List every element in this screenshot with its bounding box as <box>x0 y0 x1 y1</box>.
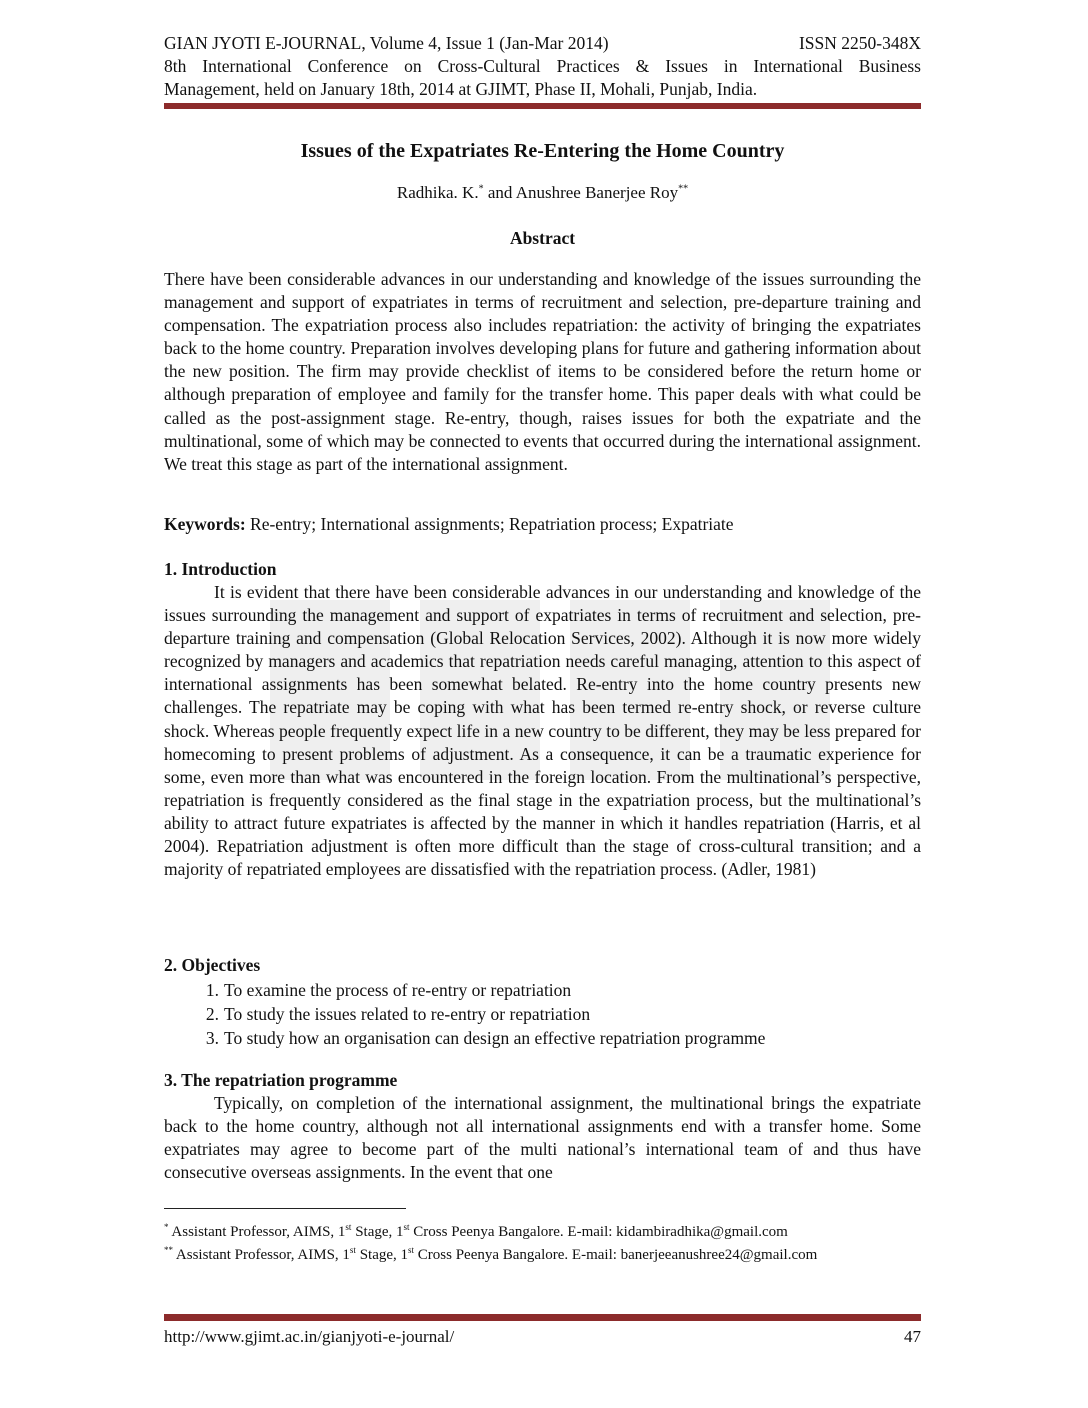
conference-line-2: Management, held on January 18th, 2014 at GJIMT, Phase II, Mohali, Punjab, India. <box>164 79 758 99</box>
footnote-mark: ** <box>164 1245 173 1255</box>
footnote-ordinal: st <box>349 1245 356 1255</box>
list-item-text: To examine the process of re-entry or repatriation <box>224 980 572 1000</box>
footnote-mark: * <box>164 1222 169 1232</box>
list-item <box>164 1002 921 1026</box>
footnote-text: Stage, 1 <box>355 1247 409 1263</box>
introduction-heading: 1. Introduction <box>164 559 277 579</box>
page-number: 47 <box>904 1327 921 1346</box>
introduction-text: It is evident that there have been considerable advances in our understanding and knowledge of the issues surrounding the management and support of expatriates in terms of recruitment and selection, pre-departure training and compensation (Global Relocation Services, 2002). Although it is now more widely recognized by managers and academics that repatriation needs careful managing, attention to this aspect of international assignments has been somewhat belated. Re-entry into the home country presents new challenges. The repatriate may be coping with what has been termed re-entry shock, or reverse culture shock. Whereas people frequently expect life in a new country to be different, they may be less prepared for homecoming to present problems of adjustment. As a consequence, it can be a traumatic experience for some, even more than what was encountered in the foreign location. From the multinational’s perspective, repatriation is frequently considered as the final stage in the expatriation process, but the multinational’s ability to attract future expatriates is affected by the manner in which it handles repatriation (Harris, et al 2004). Repatriation adjustment is often more difficult than the stage of cross-cultural transition; and a majority of repatriated employees are dissatisfied with the repatriation process. (Adler, 1981) <box>164 582 921 880</box>
list-item-text: To study how an organisation can design an effective repatriation programme <box>224 1028 766 1048</box>
keywords-label: Keywords: <box>164 514 246 534</box>
author-line <box>164 183 921 203</box>
footnote-2 <box>164 1245 817 1264</box>
list-item <box>164 978 921 1002</box>
page-footer <box>164 1327 921 1347</box>
footnote-text: Assistant Professor, AIMS, 1 <box>173 1247 350 1263</box>
footnote-ordinal: st <box>403 1222 410 1232</box>
list-item-number: 1. <box>205 980 219 1000</box>
objectives-heading: 2. Objectives <box>164 955 261 975</box>
journal-name: GIAN JYOTI E-JOURNAL, Volume 4, Issue 1 (Jan-Mar 2014) <box>164 33 609 53</box>
list-item-number: 3. <box>205 1028 219 1048</box>
author-2: Anushree Banerjee Roy <box>515 183 679 202</box>
author-separator: and <box>483 183 516 202</box>
footnote-1 <box>164 1222 788 1241</box>
keywords <box>164 514 921 535</box>
list-item-text: To study the issues related to re-entry or repatriation <box>224 1004 591 1024</box>
author-2-footnote-mark: ** <box>678 183 689 195</box>
footnote-text: Assistant Professor, AIMS, 1 <box>168 1224 346 1240</box>
list-item <box>164 1026 921 1050</box>
repatriation-programme-text: Typically, on completion of the international assignment, the multinational brings the expatriate back to the home country, although not all international assignments end with a transfer home. Some expatriates may agree to become part of the multi national’s international team of and thus have consecutive overseas assignments. In the event that one <box>164 1093 921 1183</box>
issn: ISSN 2250-348X <box>798 33 921 53</box>
list-item-number: 2. <box>205 1004 219 1024</box>
footnote-text: Cross Peenya Bangalore. E-mail: banerjeeanushree24@gmail.com <box>414 1247 818 1263</box>
keywords-text: Re-entry; International assignments; Repatriation process; Expatriate <box>245 514 734 534</box>
abstract-text: There have been considerable advances in our understanding and knowledge of the issues surrounding the management and support of expatriates in terms of recruitment and selection, pre-departure training and compensation. The expatriation process also includes repatriation: the activity of bringing the expatriates back to the home country. Preparation involves developing plans for future and gathering information about the new position. The firm may provide checklist of items to be considered before the return home or although preparation of employee and family for the transfer home. This paper deals with what could be called as the post-assignment stage. Re-entry, though, raises issues for both the expatriate and the multinational, some of which may be connected to events that occurred during the international assignment. We treat this stage as part of the international assignment. <box>164 269 921 474</box>
footer-rule <box>164 1314 921 1321</box>
author-1-footnote-mark: * <box>478 183 484 195</box>
objectives-list <box>164 978 921 1050</box>
footnote-text: Stage, 1 <box>351 1224 404 1240</box>
footnote-text: Cross Peenya Bangalore. E-mail: kidambiradhika@gmail.com <box>409 1224 788 1240</box>
journal-url: http://www.gjimt.ac.in/gianjyoti-e-journal/ <box>164 1327 455 1346</box>
footnote-ordinal: st <box>408 1245 415 1255</box>
conference-line-1: 8th International Conference on Cross-Cultural Practices & Issues in International Business <box>164 56 921 76</box>
footnote-ordinal: st <box>345 1222 352 1232</box>
footnote-rule <box>164 1208 406 1209</box>
header-rule <box>164 103 921 109</box>
paper-title: Issues of the Expatriates Re-Entering the Home Country <box>300 140 785 162</box>
running-header <box>164 32 921 101</box>
abstract-heading: Abstract <box>509 228 576 248</box>
repatriation-programme-heading: 3. The repatriation programme <box>164 1070 398 1090</box>
author-1: Radhika. K. <box>396 183 479 202</box>
